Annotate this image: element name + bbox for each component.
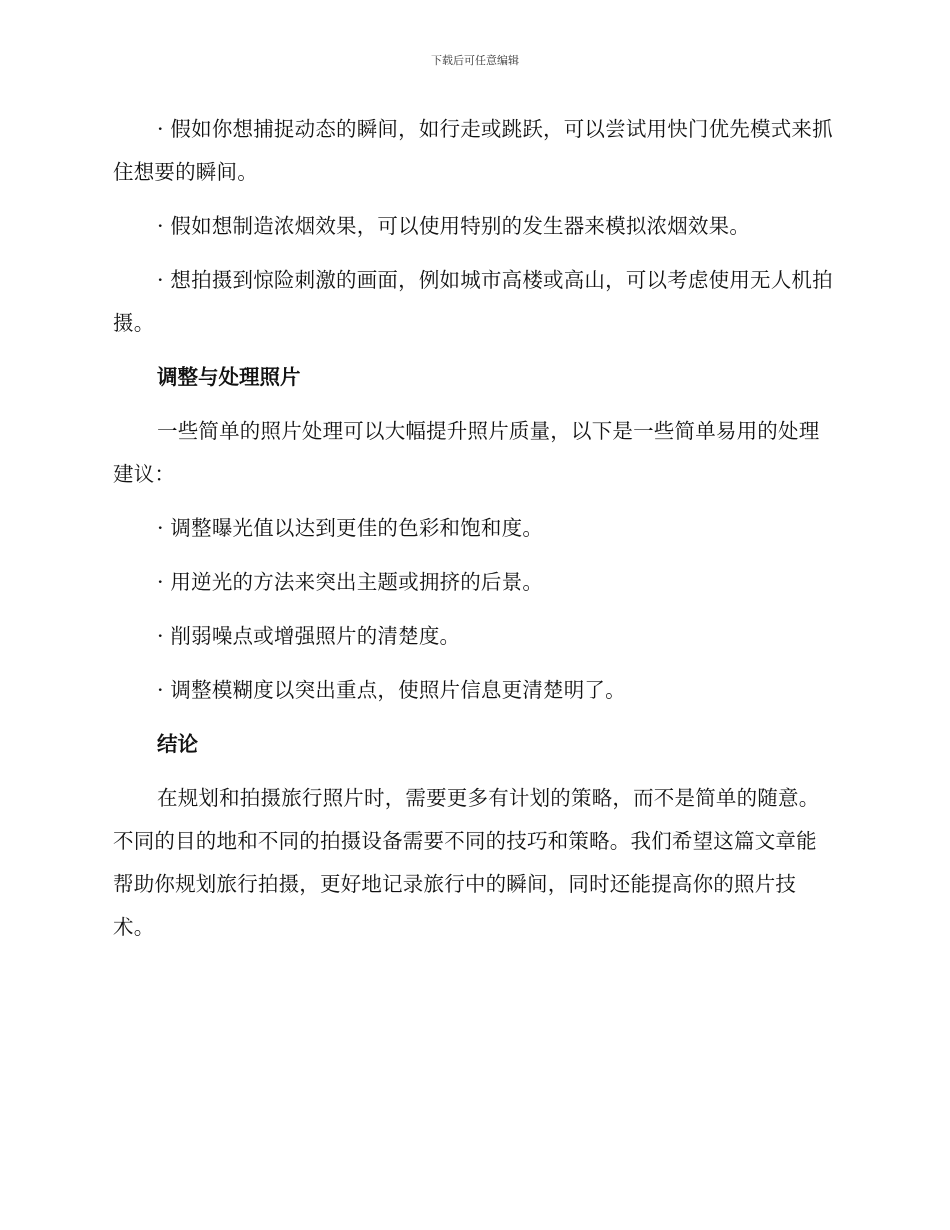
bullet-paragraph: · 假如你想捕捉动态的瞬间，如行走或跳跃，可以尝试用快门优先模式来抓住想要的瞬间。 bbox=[113, 117, 833, 184]
page-header: 下载后可任意编辑 bbox=[431, 54, 519, 67]
section-heading-editing: 调整与处理照片 bbox=[157, 365, 301, 389]
bullet-paragraph: · 想拍摄到惊险刺激的画面，例如城市高楼或高山，可以考虑使用无人机拍摄。 bbox=[113, 268, 833, 335]
bullet-paragraph: · 削弱噪点或增强照片的清楚度。 bbox=[157, 624, 461, 648]
bullet-paragraph: · 用逆光的方法来突出主题或拥挤的后景。 bbox=[157, 570, 544, 594]
document-body bbox=[113, 108, 833, 960]
bullet-paragraph: · 调整模糊度以突出重点，使照片信息更清楚明了。 bbox=[157, 678, 626, 702]
bullet-paragraph: · 调整曝光值以达到更佳的色彩和饱和度。 bbox=[157, 516, 544, 540]
bullet-paragraph: · 假如想制造浓烟效果，可以使用特别的发生器来模拟浓烟效果。 bbox=[157, 214, 751, 238]
section-intro-paragraph: 一些简单的照片处理可以大幅提升照片质量，以下是一些简单易用的处理建议： bbox=[113, 419, 820, 486]
conclusion-paragraph: 在规划和拍摄旅行照片时，需要更多有计划的策略，而不是简单的随意。不同的目的地和不同的拍摄设备需要不同的技巧和策略。我们希望这篇文章能帮助你规划旅行拍摄，更好地记录旅行中的瞬间，同时还能提高你的照片技术。 bbox=[113, 786, 820, 939]
section-heading-conclusion: 结论 bbox=[157, 732, 198, 756]
